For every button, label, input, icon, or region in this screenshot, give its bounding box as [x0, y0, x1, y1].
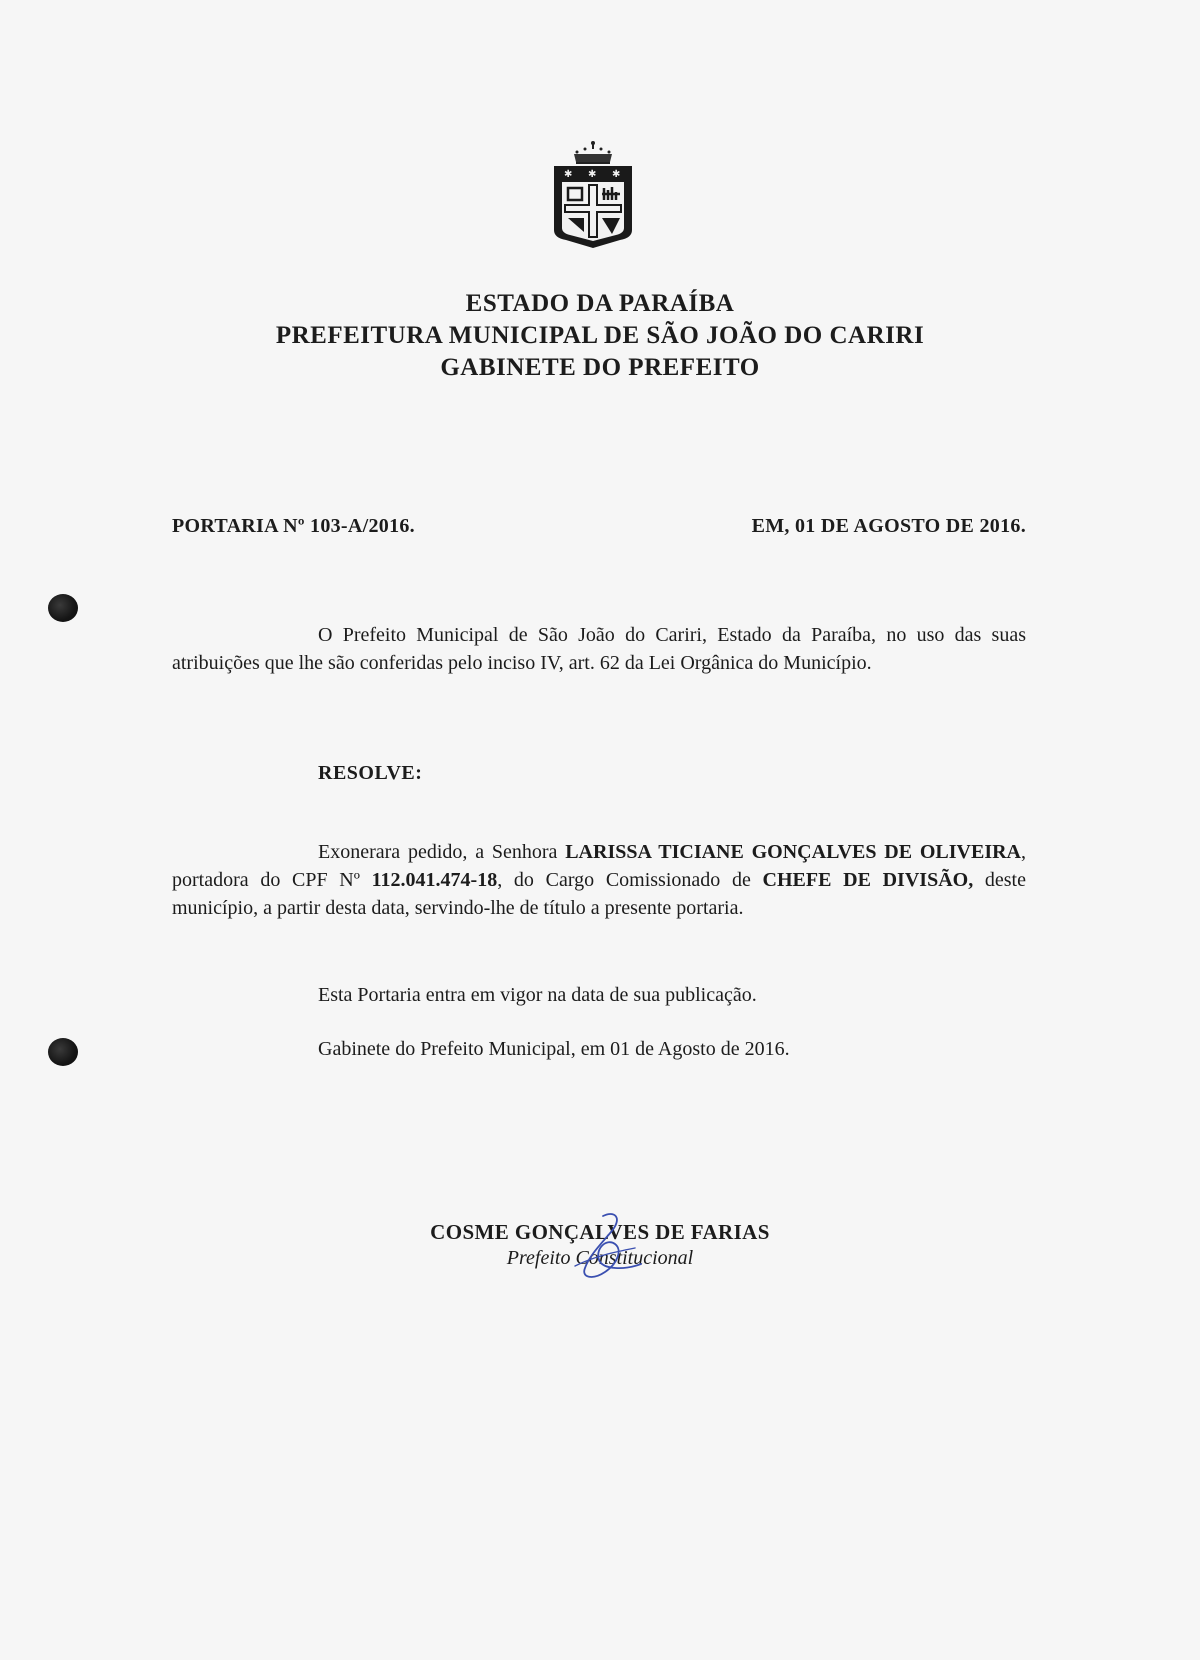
closing-statement: Gabinete do Prefeito Municipal, em 01 de Agosto de 2016.: [318, 1038, 790, 1060]
portaria-date: EM, 01 DE AGOSTO DE 2016.: [751, 515, 1026, 537]
svg-text:✱: ✱: [564, 169, 573, 180]
position-title: CHEFE DE DIVISÃO,: [762, 869, 974, 891]
body-paragraph: [172, 838, 1026, 922]
cpf-number: 112.041.474-18: [371, 869, 498, 891]
body-text-part1: Exonerara pedido, a Senhora: [318, 841, 566, 863]
person-name: LARISSA TICIANE GONÇALVES DE OLIVEIRA: [565, 841, 1021, 863]
document-header: [0, 288, 1200, 384]
vigor-statement: Esta Portaria entra em vigor na data de sua publicação.: [318, 984, 757, 1006]
resolve-heading: RESOLVE:: [318, 762, 423, 784]
signatory-name: COSME GONÇALVES DE FARIAS: [430, 1220, 770, 1244]
svg-text:✱: ✱: [588, 169, 597, 180]
signatory-title: Prefeito Constitucional: [506, 1247, 694, 1269]
header-office: GABINETE DO PREFEITO: [440, 354, 760, 381]
header-prefecture: PREFEITURA MUNICIPAL DE SÃO JOÃO DO CARIRI: [275, 322, 925, 349]
header-state: ESTADO DA PARAÍBA: [465, 290, 735, 317]
svg-text:✱: ✱: [612, 169, 621, 180]
body-text-part3: , do Cargo Comissionado de: [497, 869, 763, 891]
portaria-number: PORTARIA Nº 103-A/2016.: [172, 515, 415, 537]
body-text-part2: , portadora do CPF Nº: [172, 841, 1026, 891]
punch-hole-bottom: [48, 1038, 78, 1066]
preamble-paragraph: O Prefeito Municipal de São João do Cariri, Estado da Paraíba, no uso das suas atribuições que lhe são conferidas pelo inciso IV, art. 62 da Lei Orgânica do Município.: [172, 624, 1026, 674]
punch-hole-top: [48, 594, 78, 622]
body-text-part4: deste município, a partir desta data, servindo-lhe de título a presente portaria.: [172, 869, 1026, 919]
handwritten-signature-icon: [545, 1208, 665, 1288]
coat-of-arms-icon: [550, 140, 636, 252]
